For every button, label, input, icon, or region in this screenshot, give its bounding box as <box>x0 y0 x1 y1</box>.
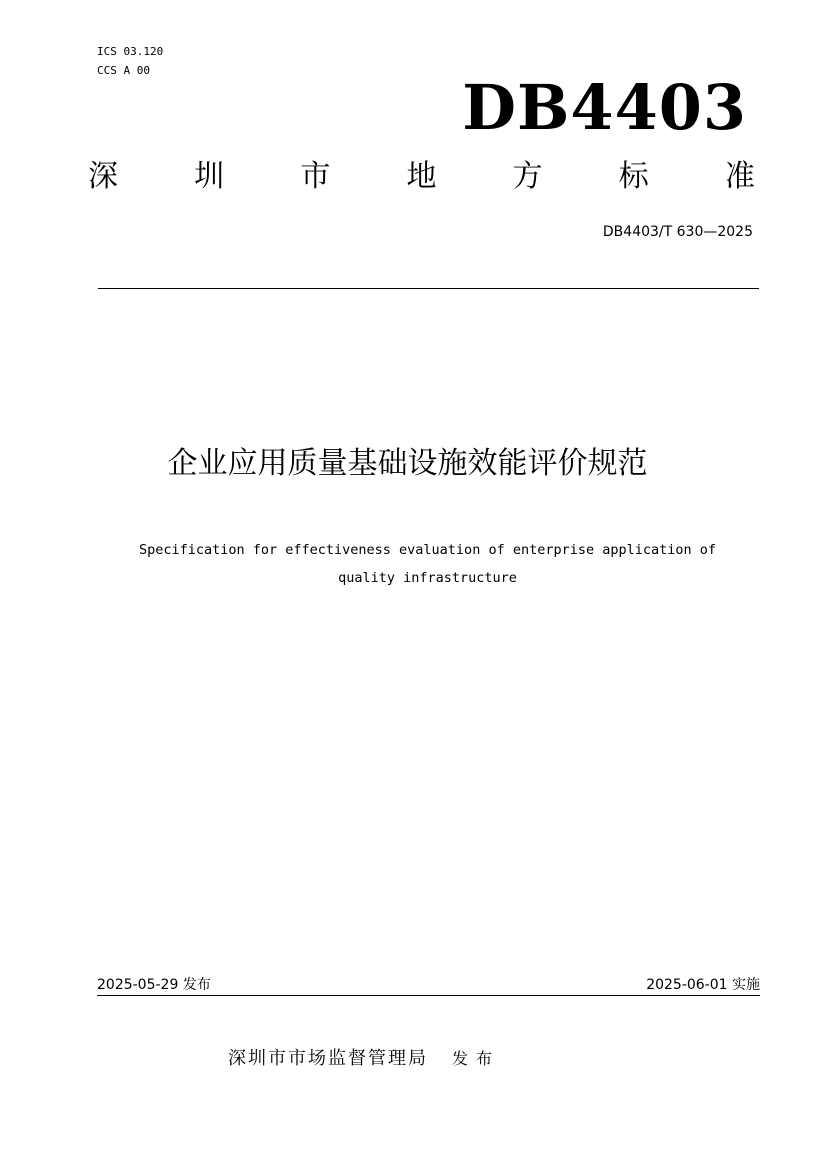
english-title-line: Specification for effectiveness evaluation of enterprise application of <box>138 542 717 558</box>
classification-codes <box>97 42 163 80</box>
standard-type-char: 市 <box>300 159 331 194</box>
standard-type-heading <box>88 155 755 199</box>
release-date: 2025-05-29 发布 <box>97 977 211 993</box>
standard-type-char: 圳 <box>194 159 225 194</box>
publish-label: 发布 <box>452 1049 501 1068</box>
date-row <box>97 975 760 995</box>
publisher-line <box>228 1045 500 1073</box>
publisher-name: 深圳市市场监督管理局 <box>228 1048 428 1069</box>
ics-code: ICS 03.120 <box>97 45 164 58</box>
ccs-code: CCS A 00 <box>97 64 150 77</box>
document-title-english <box>92 536 763 592</box>
standard-type-char: 深 <box>88 159 118 194</box>
bottom-divider <box>97 995 760 996</box>
standard-type-char: 地 <box>406 159 437 194</box>
document-title-chinese: 企业应用质量基础设施效能评价规范 <box>167 446 648 481</box>
top-divider <box>98 288 759 289</box>
standard-type-char: 准 <box>724 159 755 194</box>
implementation-date: 2025-06-01 实施 <box>646 977 760 993</box>
standard-type-char: 方 <box>512 159 543 194</box>
standard-type-char: 标 <box>618 159 649 194</box>
standard-code-title: DB4403 <box>462 71 747 144</box>
standard-number: DB4403/T 630—2025 <box>602 224 753 240</box>
english-title-line: quality infrastructure <box>338 570 517 586</box>
